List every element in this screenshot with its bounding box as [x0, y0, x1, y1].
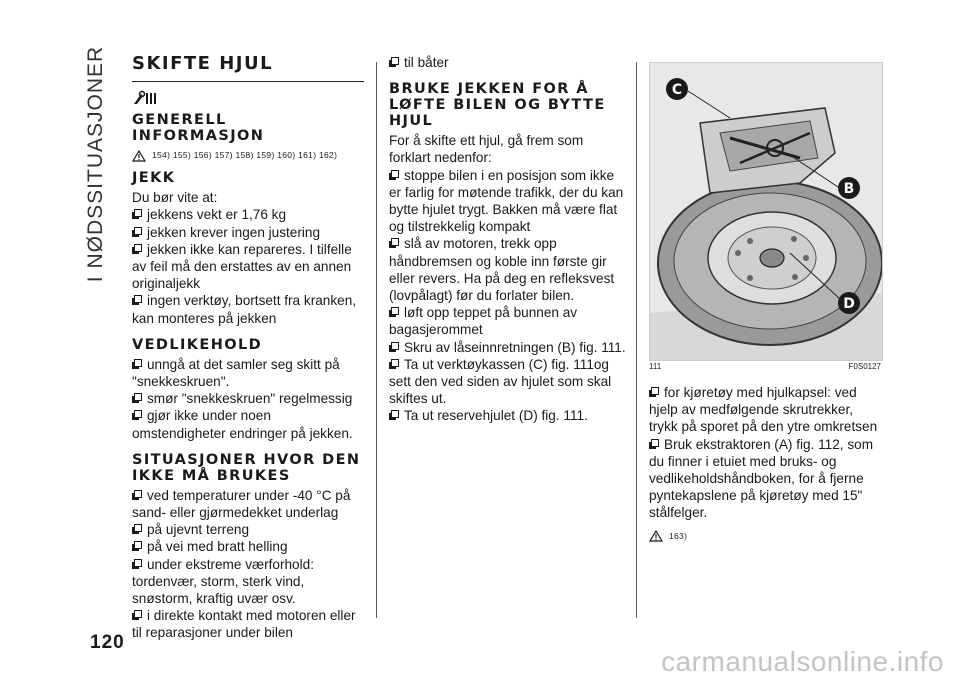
warning-refs — [132, 147, 364, 164]
list-item — [132, 538, 364, 555]
bullet-box-icon — [132, 410, 143, 421]
warning-ref-list: 163) — [669, 530, 688, 541]
spare-wheel-illustration — [650, 63, 882, 360]
list-item — [132, 356, 364, 390]
bullet-box-icon — [132, 209, 143, 220]
list-item-text: stoppe bilen i en posisjon som ikke er farlig for møtende trafikk, der du kan bytte hjulet trygt. Bakken må være flat og tilstrekkelig kompakt — [389, 167, 624, 235]
general-info-heading: GENERELL INFORMASJON — [132, 112, 265, 144]
bullet-box-icon — [389, 170, 400, 181]
column-2 — [389, 54, 627, 425]
jekk-intro: Du bør vite at: — [132, 190, 218, 206]
figure-number: 111 — [649, 362, 662, 371]
bullet-box-icon — [389, 410, 400, 421]
maintenance-heading: VEDLIKEHOLD — [132, 336, 263, 353]
lift-change-intro: For å skifte ett hjul, gå frem som forklart nedenfor: — [389, 133, 584, 166]
list-item-text: jekken krever ingen justering — [147, 224, 321, 240]
situations-heading: SITUASJONER HVOR DEN IKKE MÅ BRUKES — [132, 451, 361, 484]
list-item — [389, 407, 627, 424]
list-item — [389, 235, 627, 304]
page-title: SKIFTE HJUL — [132, 54, 364, 82]
list-item-text: Ta ut verktøykassen (C) fig. 111og sett den ved siden av hjulet som skal skiftes ut. — [389, 356, 612, 407]
bullet-box-icon — [132, 359, 143, 370]
wrench-tools-icon — [132, 90, 364, 106]
list-item-text: Skru av låseinnretningen (B) fig. 111. — [404, 339, 626, 355]
jekk-heading: JEKK — [132, 170, 176, 187]
figure-code: F0S0127 — [848, 362, 881, 371]
list-item-text: for kjøretøy med hjulkapsel: ved hjelp av medfølgende skrutrekker, trykk på sporet på den ytre omkretsen — [649, 385, 878, 435]
bullet-box-icon — [389, 359, 400, 370]
bullet-box-icon — [389, 238, 400, 249]
list-item — [132, 521, 364, 538]
section-side-tab — [79, 45, 113, 283]
bullet-box-icon — [132, 559, 143, 570]
procedure-list — [389, 167, 627, 425]
bullet-box-icon — [132, 541, 143, 552]
figure-spare-wheel — [649, 62, 883, 361]
column-3 — [649, 384, 881, 551]
list-item-text: løft opp teppet på bunnen av bagasjerommet — [389, 305, 578, 338]
list-item-text: smør "snekkeskruen" regelmessig — [147, 391, 353, 407]
bullet-box-icon — [649, 387, 660, 398]
list-item — [649, 384, 881, 436]
figure-label-b: B — [843, 181, 855, 197]
warning-triangle-icon — [132, 150, 146, 162]
situations-list — [132, 487, 364, 642]
list-item — [132, 607, 364, 641]
figure-label-c: C — [671, 82, 683, 98]
bullet-box-icon — [132, 524, 143, 535]
list-item — [132, 292, 364, 326]
section-side-tab-label: I NØDSSITUASJONER — [84, 45, 107, 283]
list-item — [132, 487, 364, 521]
list-item-text: unngå at det samler seg skitt på "snekkeskruen". — [132, 356, 340, 390]
list-item-text: i direkte kontakt med motoren eller til reparasjoner under bilen — [132, 608, 356, 641]
list-item — [132, 224, 364, 241]
column-divider — [636, 62, 637, 618]
warning-refs — [649, 528, 881, 545]
hubcap-list — [649, 384, 881, 522]
list-item-text: Bruk ekstraktoren (A) fig. 112, som du finner i etuiet med bruks- og vedlikeholdshåndboken, for å fjerne pyntekapslene på kjøretøy med 15" stålfelger. — [649, 436, 874, 521]
column-1 — [132, 54, 364, 642]
list-item — [132, 241, 364, 293]
list-item: til båter — [389, 54, 627, 71]
bullet-box-icon — [132, 393, 143, 404]
list-item-text: på ujevnt terreng — [147, 522, 250, 538]
bullet-box-icon — [132, 295, 143, 306]
list-item-text: ved temperaturer under -40 °C på sand- eller gjørmedekket underlag — [132, 487, 351, 521]
list-item-text: slå av motoren, trekk opp håndbremsen og koble inn første gir eller revers. Ha på deg en refleksvest (lovpålagt) før du forlater bilen. — [389, 236, 615, 304]
bullet-box-icon — [132, 244, 143, 255]
bullet-box-icon — [132, 610, 143, 621]
bullet-box-icon — [389, 57, 400, 68]
list-item-text: jekkens vekt er 1,76 kg — [147, 207, 287, 223]
list-item — [132, 390, 364, 407]
list-item-text: under ekstreme værforhold: tordenvær, storm, sterk vind, snøstorm, kraftig uvær osv. — [132, 556, 314, 607]
maintenance-list — [132, 356, 364, 442]
list-item — [649, 436, 881, 522]
list-item — [389, 304, 627, 338]
bullet-box-icon — [389, 342, 400, 353]
list-item-text: gjør ikke under noen omstendigheter endringer på jekken. — [132, 408, 353, 441]
list-item — [132, 407, 364, 441]
list-item — [389, 339, 627, 356]
bullet-box-icon — [132, 227, 143, 238]
list-item-text: Ta ut reservehjulet (D) fig. 111. — [404, 408, 588, 424]
list-item — [132, 206, 364, 223]
list-item-text: på vei med bratt helling — [147, 539, 288, 555]
list-item-text: jekken ikke kan repareres. I tilfelle av feil må den erstattes av en annen originaljekk — [132, 241, 352, 292]
jekk-list — [132, 206, 364, 326]
column-divider — [376, 62, 377, 618]
warning-ref-list: 154) 155) 156) 157) 158) 159) 160) 161) 162) — [152, 150, 338, 160]
watermark: carmanualsonline.info — [661, 646, 944, 677]
list-item — [132, 556, 364, 608]
lift-change-heading: BRUKE JEKKEN FOR Å LØFTE BILEN OG BYTTE HJUL — [389, 81, 606, 130]
bullet-box-icon — [389, 307, 400, 318]
list-item — [389, 167, 627, 236]
figure-caption — [649, 362, 881, 371]
figure-label-d: D — [843, 296, 855, 312]
warning-triangle-icon — [649, 530, 663, 542]
page-number: 120 — [90, 632, 125, 653]
list-item-text: ingen verktøy, bortsett fra kranken, kan monteres på jekken — [132, 293, 357, 326]
bullet-box-icon — [132, 490, 143, 501]
bullet-box-icon — [649, 439, 660, 450]
list-item — [389, 356, 627, 408]
